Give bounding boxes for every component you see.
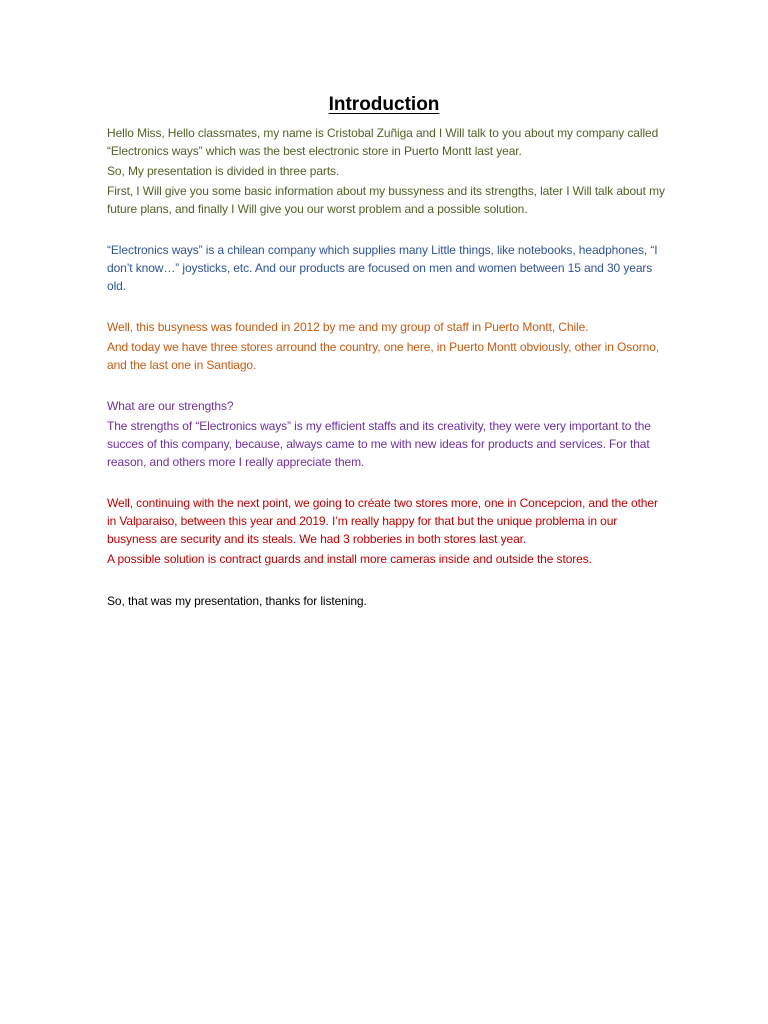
plans-paragraph-1: Well, continuing with the next point, we going to créate two stores more, one in Concepcion, and the other in Valparaiso, between this year and 2019. I’m really happy for that but the unique problema in our busyness are security and its steals. We had 3 robberies in both stores last year.	[107, 496, 658, 546]
page-title: Introduction	[328, 94, 440, 115]
plans-section	[107, 494, 667, 568]
closing-paragraph: So, that was my presentation, thanks for listening.	[107, 594, 367, 608]
closing-section	[107, 592, 667, 610]
history-paragraph-1: Well, this busyness was founded in 2012 by me and my group of staff in Puerto Montt, Chile.	[107, 320, 589, 334]
strengths-section	[107, 397, 667, 471]
document-body	[107, 124, 667, 610]
strengths-paragraph: The strengths of “Electronics ways” is my efficient staffs and its creativity, they were very important to the succes of this company, because, always came to me with new ideas for products and services. For that reason, and others more I really appreciate them.	[107, 419, 651, 469]
intro-paragraph-3: First, I Will give you some basic information about my bussyness and its strengths, later I Will talk about my future plans, and finally I Will give you our worst problem and a possible solution.	[107, 184, 665, 216]
history-section	[107, 318, 667, 374]
strengths-question: What are our strengths?	[107, 399, 234, 413]
company-section	[107, 241, 667, 295]
intro-paragraph-2: So, My presentation is divided in three parts.	[107, 164, 340, 178]
intro-paragraph-1: Hello Miss, Hello classmates, my name is Cristobal Zuñiga and I Will talk to you about my company called “Electronics ways” which was the best electronic store in Puerto Montt last year.	[107, 126, 659, 158]
intro-section	[107, 124, 667, 218]
history-paragraph-2: And today we have three stores arround the country, one here, in Puerto Montt obviously, other in Osorno, and the last one in Santiago.	[107, 340, 660, 372]
plans-paragraph-2: A possible solution is contract guards and install more cameras inside and outside the stores.	[107, 552, 592, 566]
company-paragraph-1: “Electronics ways” is a chilean company which supplies many Little things, like notebooks, headphones, “I don’t know…” joysticks, etc. And our products are focused on men and women between 15 and 30 years old.	[107, 243, 658, 293]
